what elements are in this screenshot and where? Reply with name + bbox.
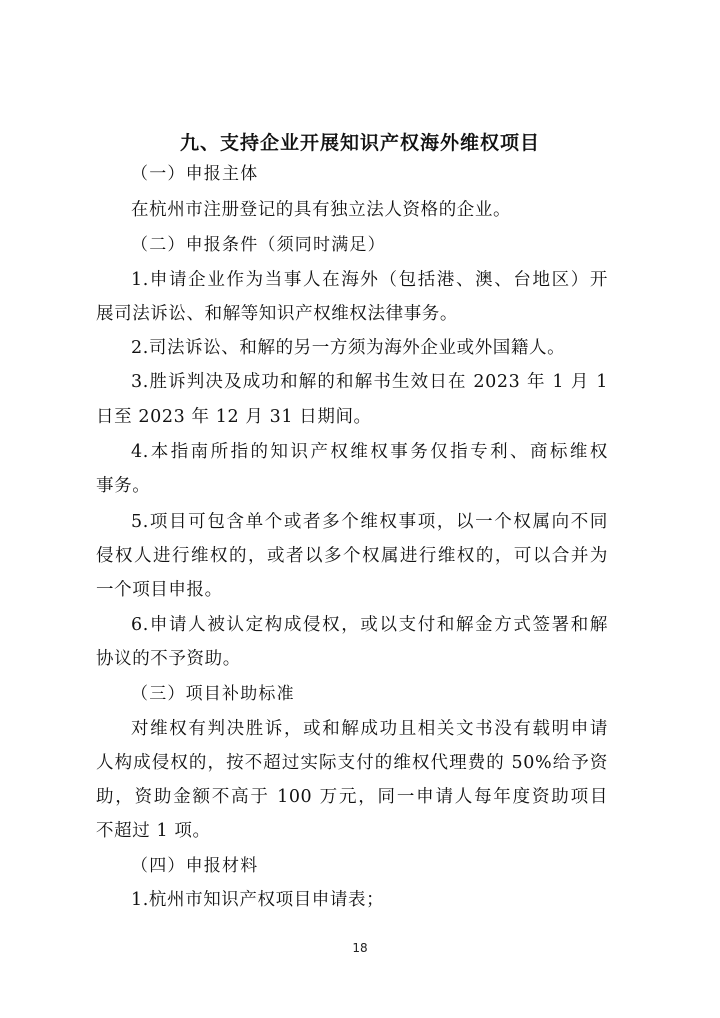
paragraph-line: 1.申请企业作为当事人在海外（包括港、澳、台地区）开 [131, 270, 608, 290]
paragraph-line: 一个项目申报。 [96, 580, 223, 600]
page-number: 18 [352, 941, 368, 955]
paragraph-line: 1.杭州市知识产权项目申请表； [131, 890, 385, 910]
subheading-materials: （四）申报材料 [131, 856, 259, 876]
paragraph-line: 3.胜诉判决及成功和解的和解书生效日在 2023 年 1 月 1 [131, 372, 608, 392]
paragraph-line: 4.本指南所指的知识产权维权事务仅指专利、商标维权 [131, 442, 608, 462]
subheading-conditions: （二）申报条件（须同时满足） [131, 235, 386, 255]
paragraph-line: 侵权人进行维权的，或者以多个权属进行维权的，可以合并为 [96, 546, 608, 566]
paragraph-line: 在杭州市注册登记的具有独立法人资格的企业。 [131, 200, 512, 220]
paragraph-line: 事务。 [96, 476, 151, 496]
subheading-applicant: （一）申报主体 [131, 164, 259, 184]
section-title: 九、支持企业开展知识产权海外维权项目 [179, 132, 540, 154]
paragraph-line: 对维权有判决胜诉，或和解成功且相关文书没有载明申请 [131, 719, 608, 739]
paragraph-line: 6.申请人被认定构成侵权，或以支付和解金方式签署和解 [131, 615, 608, 635]
paragraph-line: 5.项目可包含单个或者多个维权事项，以一个权属向不同 [131, 512, 608, 532]
paragraph-line: 不超过 1 项。 [96, 821, 211, 841]
paragraph-line: 人构成侵权的，按不超过实际支付的维权代理费的 50%给予资 [96, 753, 608, 773]
paragraph-line: 日至 2023 年 12 月 31 日期间。 [96, 407, 372, 427]
paragraph-line: 助，资助金额不高于 100 万元，同一申请人每年度资助项目 [96, 787, 608, 807]
paragraph-line: 2.司法诉讼、和解的另一方须为海外企业或外国籍人。 [131, 338, 566, 358]
paragraph-line: 展司法诉讼、和解等知识产权维权法律事务。 [96, 304, 458, 324]
subheading-subsidy: （三）项目补助标准 [131, 684, 295, 704]
paragraph-line: 协议的不予资助。 [96, 649, 241, 669]
